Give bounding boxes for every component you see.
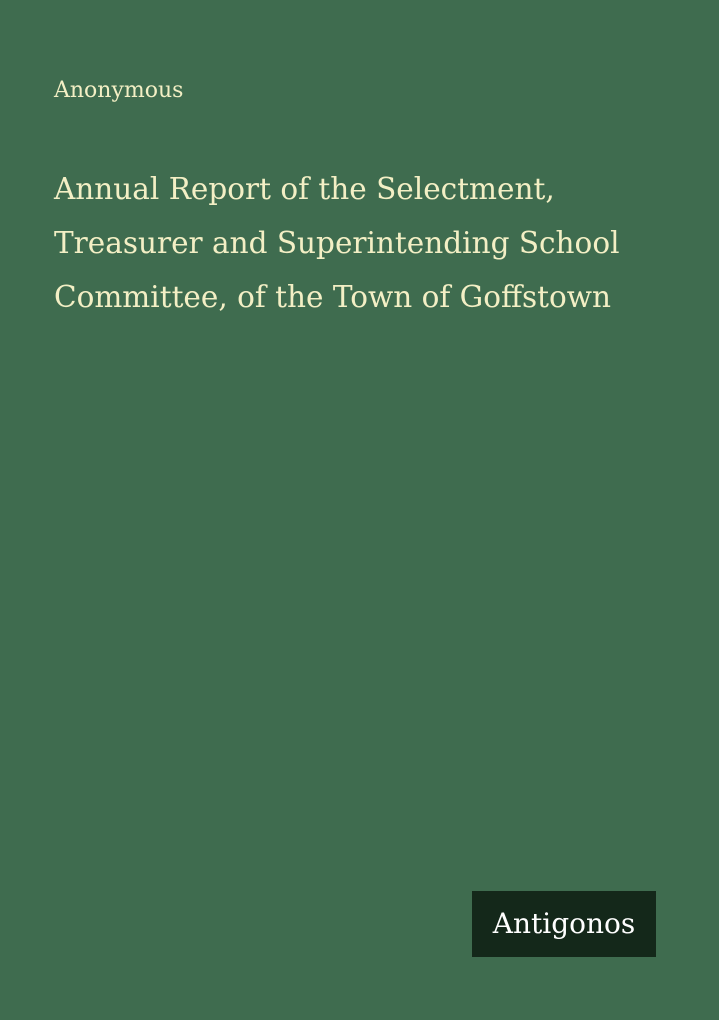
- book-title: Annual Report of the Selectment, Treasurer and Superintending School Committee, of the Town of Goffstown: [54, 172, 620, 314]
- publisher-badge: [472, 891, 656, 957]
- author-name: Anonymous: [54, 78, 184, 103]
- publisher-name: Antigonos: [492, 907, 636, 940]
